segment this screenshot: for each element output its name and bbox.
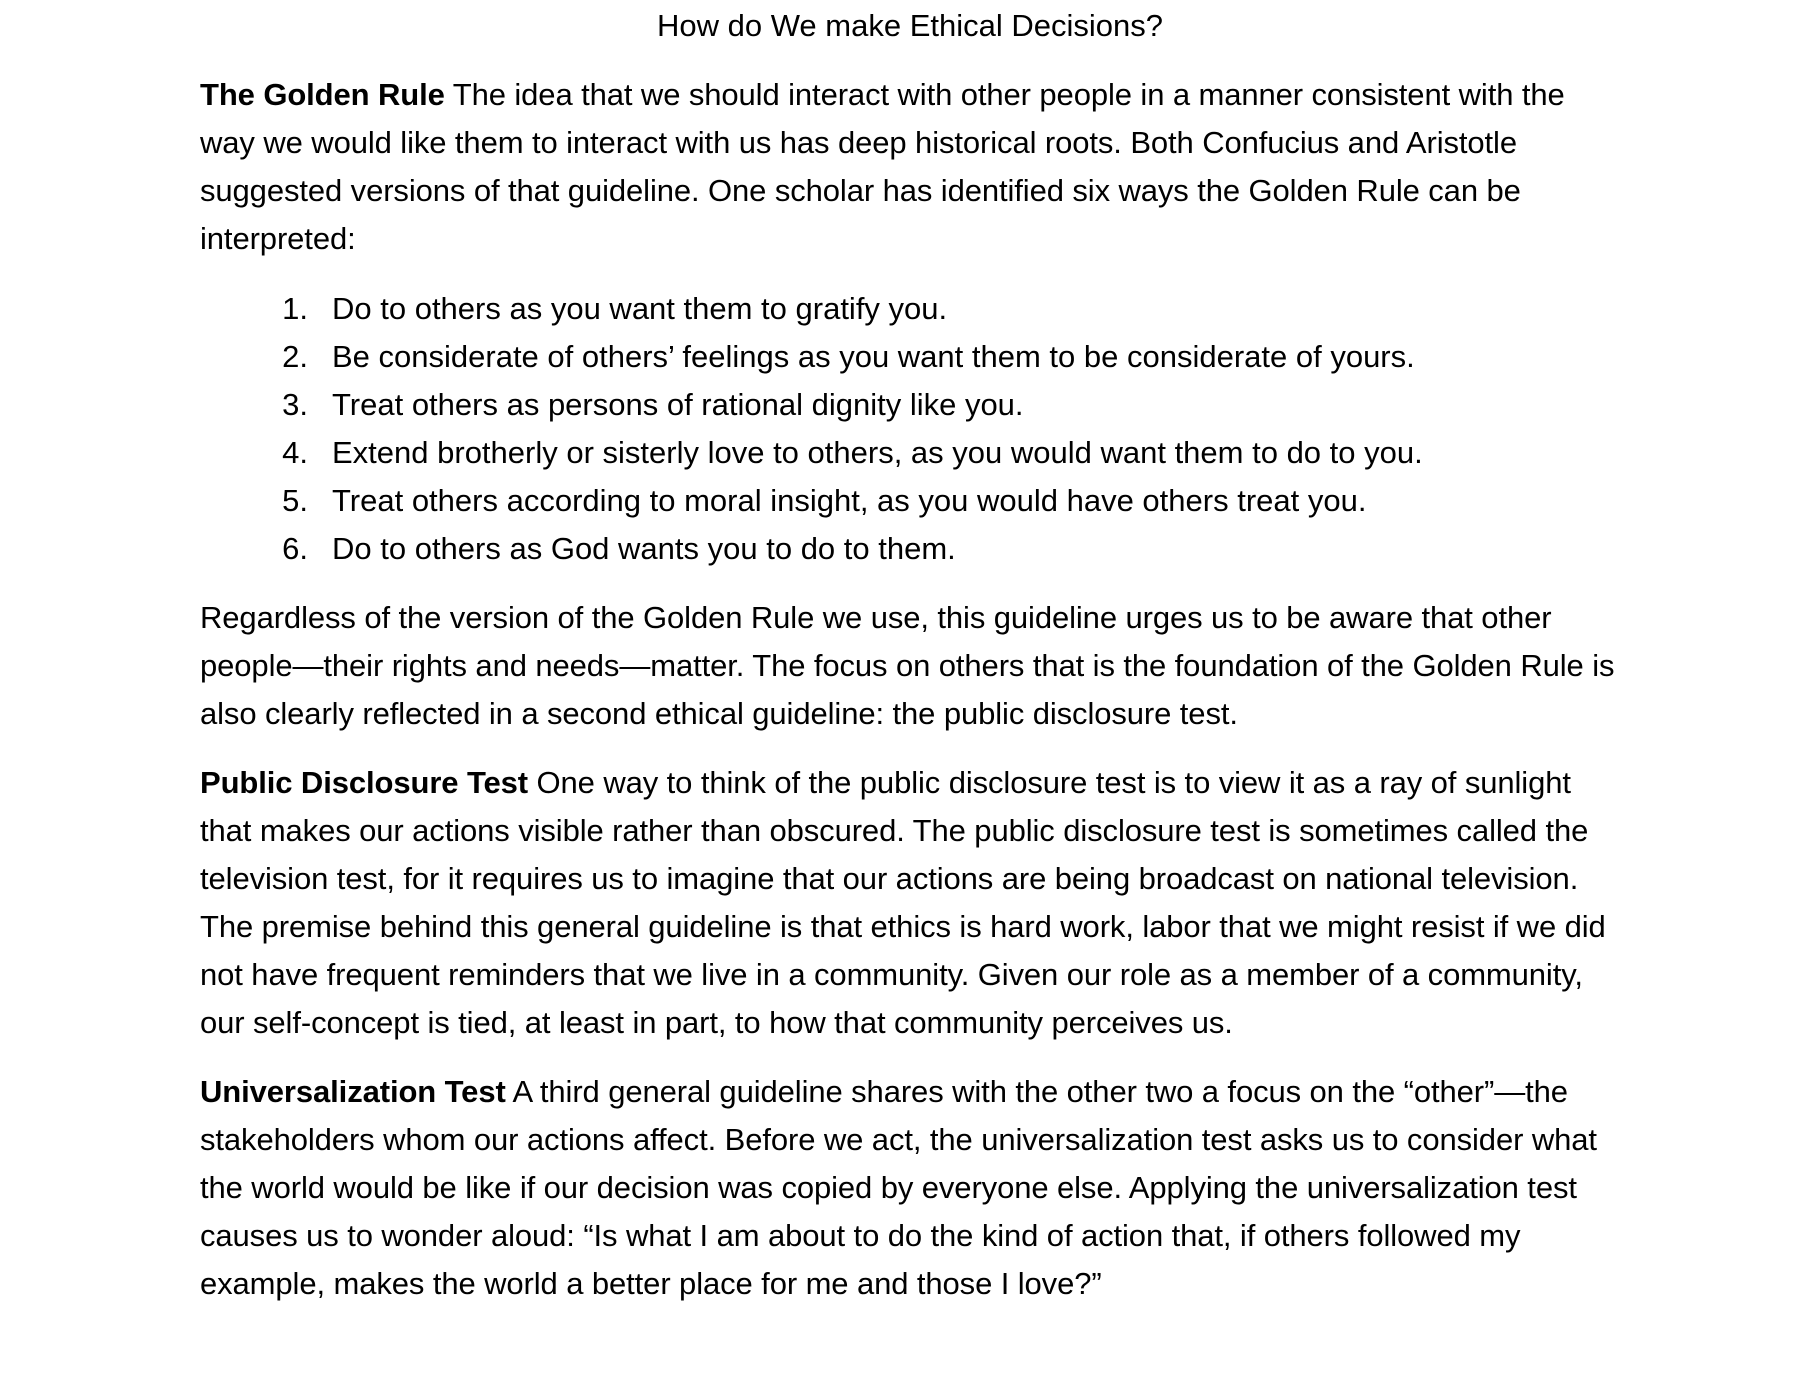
public-disclosure-paragraph (200, 759, 1620, 1047)
golden-rule-paragraph (200, 71, 1620, 263)
interpretations-list (200, 285, 1620, 573)
list-item (200, 285, 1620, 333)
regardless-paragraph: Regardless of the version of the Golden Rule we use, this guideline urges us to be aware that other people—their rights and needs—matter. The focus on others that is the foundation of the Golden Rule is also clearly reflected in a second ethical guideline: the public disclosure test. (200, 600, 1615, 731)
list-item-text: Treat others as persons of rational dignity like you. (332, 387, 1024, 422)
list-item-number: 5. (282, 483, 308, 518)
list-item-number: 2. (282, 339, 308, 374)
universalization-text: A third general guideline shares with the other two a focus on the “other”—the stakeholders whom our actions affect. Before we act, the universalization test asks us to consider what the world would be like if our decision was copied by everyone else. Applying the universalization test causes us to wonder aloud: “Is what I am about to do the kind of action that, if others followed my example, makes the world a better place for me and those I love?” (200, 1074, 1597, 1301)
list-item-text: Treat others according to moral insight, as you would have others treat you. (332, 483, 1367, 518)
list-item (200, 333, 1620, 381)
public-disclosure-heading: Public Disclosure Test (200, 765, 528, 800)
list-item-text: Extend brotherly or sisterly love to others, as you would want them to do to you. (332, 435, 1423, 470)
list-item (200, 525, 1620, 573)
golden-rule-heading: The Golden Rule (200, 77, 445, 112)
list-item-number: 6. (282, 531, 308, 566)
list-item (200, 381, 1620, 429)
list-item-number: 4. (282, 435, 308, 470)
universalization-paragraph (200, 1068, 1620, 1308)
list-item-number: 1. (282, 291, 308, 326)
golden-rule-text: The idea that we should interact with other people in a manner consistent with the way we would like them to interact with us has deep historical roots. Both Confucius and Aristotle suggested versions of that guideline. One scholar has identified six ways the Golden Rule can be interpreted: (200, 77, 1565, 256)
list-item (200, 477, 1620, 525)
list-item-text: Do to others as you want them to gratify you. (332, 291, 948, 326)
list-item-text: Do to others as God wants you to do to them. (332, 531, 956, 566)
document-page (200, 0, 1620, 1308)
page-title: How do We make Ethical Decisions? (657, 8, 1163, 43)
public-disclosure-text: One way to think of the public disclosure test is to view it as a ray of sunlight that makes our actions visible rather than obscured. The public disclosure test is sometimes called the television test, for it requires us to imagine that our actions are being broadcast on national television. The premise behind this general guideline is that ethics is hard work, labor that we might resist if we did not have frequent reminders that we live in a community. Given our role as a member of a community, our self-concept is tied, at least in part, to how that community perceives us. (200, 765, 1606, 1040)
list-item-number: 3. (282, 387, 308, 422)
list-item-text: Be considerate of others’ feelings as you want them to be considerate of yours. (332, 339, 1415, 374)
list-item (200, 429, 1620, 477)
universalization-heading: Universalization Test (200, 1074, 506, 1109)
